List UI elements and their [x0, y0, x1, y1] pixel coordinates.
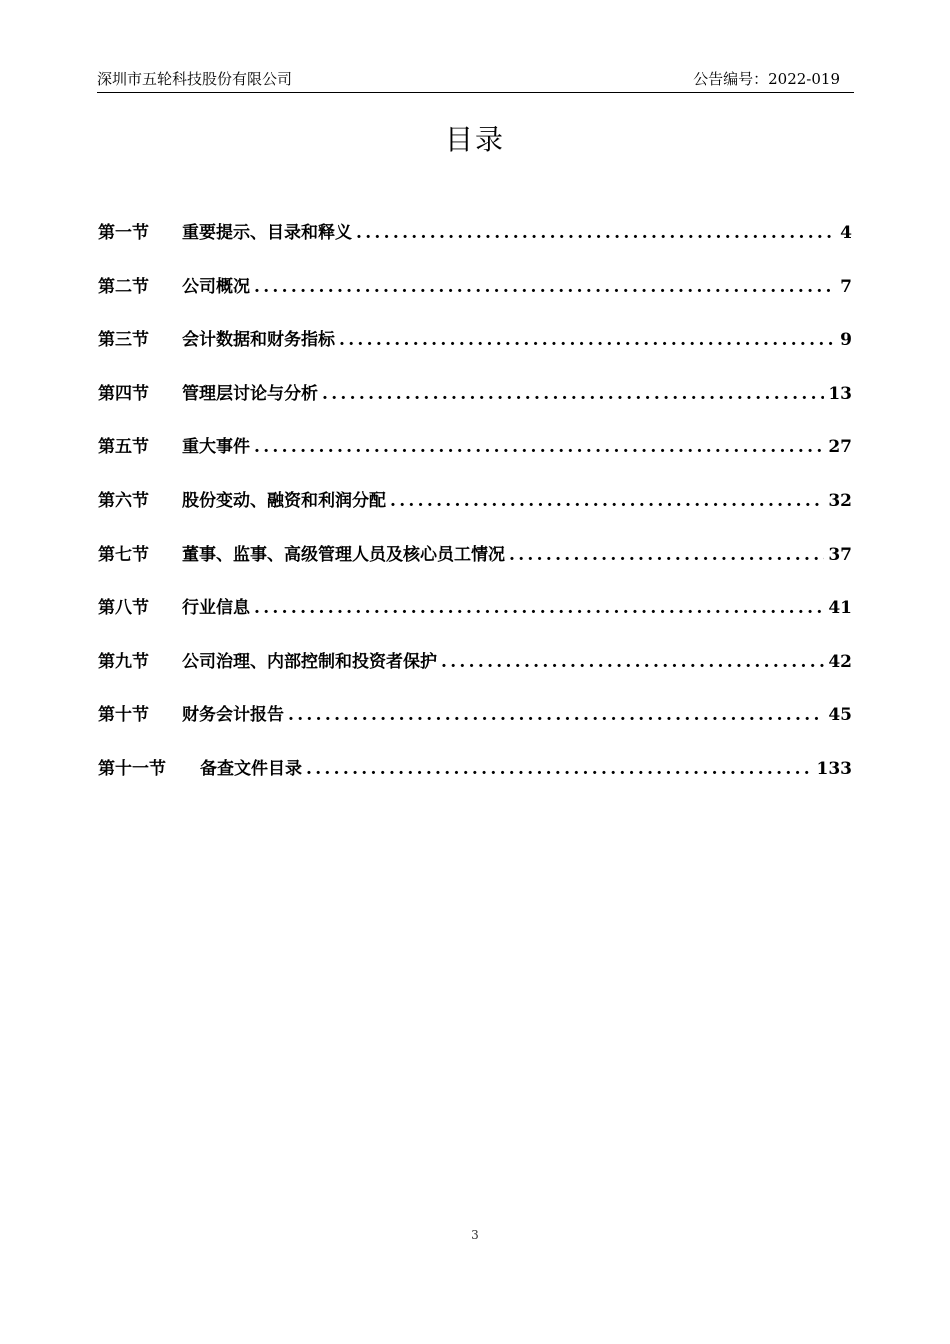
toc-section-number: 第四节: [98, 383, 149, 404]
toc-section-number: 第一节: [98, 223, 149, 243]
toc-entry[interactable]: [98, 593, 852, 647]
toc-page-number: 37: [828, 544, 852, 565]
toc-page-number: 9: [840, 330, 852, 351]
toc-dot-leader: [356, 223, 836, 243]
toc-entry[interactable]: [98, 432, 852, 486]
toc-section-title: 董事、监事、高级管理人员及核心员工情况: [182, 544, 505, 565]
toc-section-title: 管理层讨论与分析: [182, 383, 318, 404]
toc-page-number: 13: [828, 383, 852, 404]
toc-entry[interactable]: [98, 272, 852, 326]
toc-section-number: 第三节: [98, 330, 149, 351]
toc-entry[interactable]: [98, 540, 852, 594]
toc-section-title: 行业信息: [182, 598, 250, 619]
toc-dot-leader: [339, 330, 836, 350]
toc-page-number: 4: [840, 223, 852, 243]
toc-entry[interactable]: [98, 325, 852, 379]
toc-entry[interactable]: [98, 700, 852, 754]
company-name: 深圳市五轮科技股份有限公司: [97, 70, 293, 88]
toc-dot-leader: [322, 384, 824, 404]
toc-dot-leader: [306, 759, 813, 779]
toc-dot-leader: [441, 652, 824, 672]
toc-section-title: 重要提示、目录和释义: [182, 223, 352, 243]
table-of-contents: [98, 218, 852, 808]
toc-section-number: 第七节: [98, 544, 149, 565]
toc-section-title: 公司治理、内部控制和投资者保护: [182, 651, 437, 672]
toc-entry[interactable]: [98, 647, 852, 701]
toc-entry[interactable]: [98, 218, 852, 272]
page-header: [97, 66, 854, 93]
footer-page-number: 3: [471, 1228, 479, 1242]
toc-dot-leader: [254, 437, 824, 457]
toc-section-number: 第五节: [98, 437, 149, 458]
toc-section-title: 重大事件: [182, 437, 250, 458]
toc-section-number: 第六节: [98, 490, 149, 511]
toc-entry[interactable]: [98, 486, 852, 540]
toc-section-title: 会计数据和财务指标: [182, 330, 335, 351]
toc-dot-leader: [254, 277, 836, 297]
page-title: 目录: [444, 123, 505, 156]
notice-number: 公告编号：2022-019: [693, 70, 840, 88]
toc-page-number: 7: [840, 276, 852, 297]
toc-section-title: 公司概况: [182, 276, 250, 297]
toc-entry[interactable]: [98, 379, 852, 433]
toc-section-number: 第二节: [98, 276, 149, 297]
toc-section-title: 财务会计报告: [182, 705, 284, 726]
toc-page-number: 32: [828, 490, 852, 511]
toc-dot-leader: [390, 491, 824, 511]
toc-page-number: 41: [828, 598, 852, 619]
toc-section-number: 第十节: [98, 705, 149, 726]
toc-dot-leader: [288, 705, 824, 725]
toc-section-number: 第十一节: [98, 758, 166, 779]
toc-page-number: 42: [828, 651, 852, 672]
toc-page-number: 45: [828, 705, 852, 726]
toc-section-title: 备查文件目录: [200, 758, 302, 779]
toc-dot-leader: [509, 545, 824, 565]
toc-section-number: 第九节: [98, 651, 149, 672]
toc-section-number: 第八节: [98, 598, 149, 619]
toc-section-title: 股份变动、融资和利润分配: [182, 490, 386, 511]
toc-page-number: 133: [816, 758, 852, 779]
toc-entry[interactable]: [98, 754, 852, 808]
toc-page-number: 27: [828, 437, 852, 458]
toc-dot-leader: [254, 598, 824, 618]
